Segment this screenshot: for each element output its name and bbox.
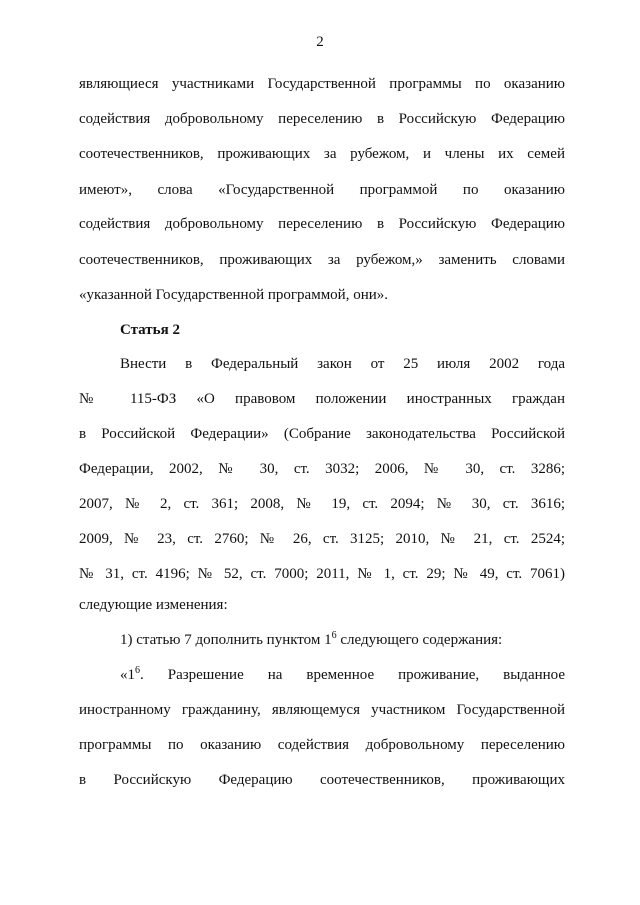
text-line: 2009, № 23, ст. 2760; № 26, ст. 3125; 2010, № 21, ст. 2524;	[79, 531, 565, 547]
quote-open: «1	[120, 667, 135, 683]
superscript: 6	[135, 665, 140, 676]
text-line: содействия добровольному переселению в Российскую Федерацию	[79, 216, 565, 232]
page-number: 2	[316, 34, 324, 50]
text-line: являющиеся участниками Государственной программы по оказанию	[79, 76, 565, 92]
text-line: 2007, № 2, ст. 361; 2008, № 19, ст. 2094; № 30, ст. 3616;	[79, 496, 565, 512]
text-line: следующие изменения:	[79, 597, 228, 613]
text-line: № 31, ст. 4196; № 52, ст. 7000; 2011, № 1, ст. 29; № 49, ст. 7061)	[79, 566, 565, 582]
text-line: Федерации, 2002, № 30, ст. 3032; 2006, № 30, ст. 3286;	[79, 461, 565, 477]
text-line: соотечественников, проживающих за рубежом, и члены их семей	[79, 146, 565, 162]
quote-line: в Российскую Федерацию соотечественников, проживающих	[79, 772, 565, 788]
item-text: следующего содержания:	[336, 632, 503, 648]
text-line: соотечественников, проживающих за рубежом,» заменить словами	[79, 252, 565, 268]
quote-text: . Разрешение на временное проживание, выданное	[140, 667, 565, 683]
text-line: имеют», слова «Государственной программой по оказанию	[79, 182, 565, 198]
list-item-1	[120, 630, 502, 650]
text-line: № 115-ФЗ «О правовом положении иностранных граждан	[79, 391, 565, 407]
quote-line	[120, 665, 565, 685]
text-line: «указанной Государственной программой, они».	[79, 287, 389, 303]
quote-line: программы по оказанию содействия добровольному переселению	[79, 737, 565, 753]
quote-line: иностранному гражданину, являющемуся участником Государственной	[79, 702, 565, 718]
text-line: содействия добровольному переселению в Российскую Федерацию	[79, 111, 565, 127]
text-line: в Российской Федерации» (Собрание законодательства Российской	[79, 426, 565, 442]
article-heading: Статья 2	[120, 322, 180, 338]
text-line: Внести в Федеральный закон от 25 июля 2002 года	[120, 356, 565, 372]
superscript: 6	[331, 630, 337, 641]
item-text: 1) статью 7 дополнить пунктом 1	[120, 632, 332, 648]
